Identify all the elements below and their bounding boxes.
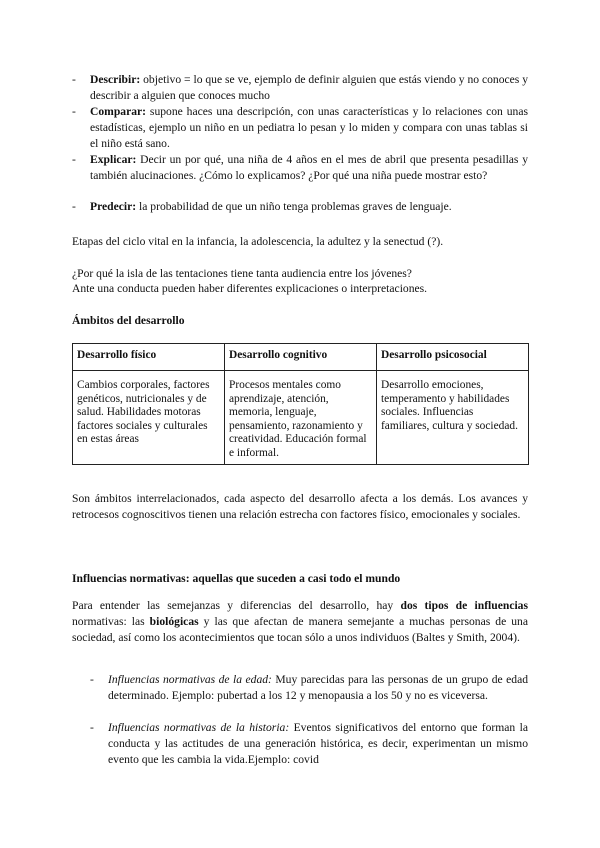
bullet-describir (72, 72, 528, 104)
text-run: Para entender las semejanzas y diferencias del desarrollo, hay (72, 599, 401, 612)
table-cell-psicosocial: Desarrollo emociones, temperamento y habilidades sociales. Influencias familiares, cultura y sociedad. (377, 371, 529, 465)
paragraph-question-1: ¿Por qué la isla de las tentaciones tiene tanta audiencia entre los jóvenes? (72, 267, 412, 280)
paragraph-etapas: Etapas del ciclo vital en la infancia, la adolescencia, la adultez y la senectud (?). (72, 235, 444, 248)
bullet-dash: - (72, 200, 76, 213)
bullet-dash: - (72, 105, 76, 118)
bullet-text: supone haces una descripción, con unas características y lo relaciones con unas estadísticas, ejemplo un niño en un pediatra lo pesan y lo miden y compara con unas tablas si el niño está sano. (90, 105, 528, 150)
bullet-dash: - (90, 673, 94, 686)
bullet-dash: - (90, 721, 94, 734)
text-run: normativas: las (72, 615, 150, 628)
development-table (72, 343, 529, 465)
paragraph-question-2: Ante una conducta pueden haber diferentes explicaciones o interpretaciones. (72, 282, 428, 295)
table-header-cognitivo: Desarrollo cognitivo (225, 344, 377, 371)
bullet-dash: - (72, 73, 76, 86)
table-header-fisico: Desarrollo físico (73, 344, 225, 371)
table-header-psicosocial: Desarrollo psicosocial (377, 344, 529, 371)
bullet-text: objetivo = lo que se ve, ejemplo de definir alguien que estás viendo y no conoces y describir a alguien que conoces mucho (90, 73, 528, 102)
paragraph-ambitos: Son ámbitos interrelacionados, cada aspecto del desarrollo afecta a los demás. Los avances y retrocesos cognoscitivos tienen una relación estrecha con factores físico, emocionales y sociales. (72, 492, 528, 521)
section-heading-ambitos: Ámbitos del desarrollo (72, 314, 185, 327)
bullet-term: Comparar: (90, 105, 147, 118)
text-run-bold: biológicas (149, 615, 199, 628)
bullet-text: Decir un por qué, una niña de 4 años en el mes de abril que presenta pesadillas y también alucinaciones. ¿Cómo lo explicamos? ¿Por qué una niña puede mostrar esto? (90, 153, 528, 182)
bullet-text: Muy parecidas para las personas de un grupo de edad determinado. Ejemplo: pubertad a los 12 y menopausia a los 50 y no es viceversa. (108, 673, 529, 702)
section-heading-influencias: Influencias normativas: aquellas que suceden a casi todo el mundo (72, 572, 401, 585)
paragraph-influencias (72, 598, 528, 646)
bullet-term: Influencias normativas de la edad: (108, 673, 272, 686)
bullet-predecir (72, 199, 528, 215)
bullet-influencias-edad (90, 672, 529, 704)
table-header-row (73, 344, 529, 371)
bullet-term: Predecir: (90, 200, 137, 213)
bullet-text: la probabilidad de que un niño tenga problemas graves de lenguaje. (136, 200, 452, 213)
bullet-influencias-historia (90, 720, 528, 768)
text-run: y las que afectan de manera semejante a muchas personas de una sociedad, así como los acontecimientos que tocan sólo a unos individuos (Baltes y Smith, 2004). (72, 615, 528, 644)
bullet-term: Influencias normativas de la historia: (108, 721, 290, 734)
table-cell-fisico: Cambios corporales, factores genéticos, nutricionales y de salud. Habilidades motoras factores sociales y culturales en estas áreas (73, 371, 225, 465)
bullet-text: Eventos significativos del entorno que forman la conducta y las actitudes de una generación histórica, es decir, experimentan un mismo evento que les cambia la vida.Ejemplo: covid (108, 721, 528, 766)
bullet-comparar (72, 104, 528, 152)
table-cell-cognitivo: Procesos mentales como aprendizaje, atención, memoria, lenguaje, pensamiento, razonamiento y creatividad. Educación formal e informal. (225, 371, 377, 465)
text-run-bold: dos tipos de influencias (400, 599, 528, 612)
table-row (73, 371, 529, 465)
bullet-dash: - (72, 153, 76, 166)
bullet-term: Describir: (90, 73, 141, 86)
bullet-term: Explicar: (90, 153, 137, 166)
bullet-explicar (72, 152, 528, 184)
